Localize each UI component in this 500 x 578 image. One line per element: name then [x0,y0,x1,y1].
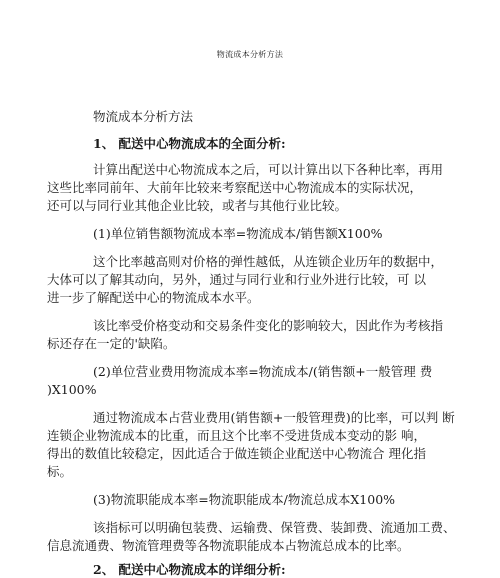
paragraph-line: 计算出配送中心物流成本之后，可以计算出以下各种比率，再用 [93,162,444,177]
paragraph-line: 这些比率同前年、大前年比较来考察配送中心物流成本的实际状况， [47,180,423,195]
paragraph-line: 进一步了解配送中心的物流成本水平。 [47,290,260,305]
paragraph-line: 信息流通费、物流管理费等各物流职能成本占物流总成本的比率。 [47,538,410,553]
formula-3: (3)物流职能成本率=物流职能成本/物流总成本X100% [93,492,396,507]
paragraph-line: 这个比率越高则对价格的弹性越低，从连锁企业历年的数据中， [93,254,444,269]
formula-1: (1)单位销售额物流成本率=物流成本/销售额X100% [93,226,383,241]
paragraph-line: 得出的数值比较稳定，因此适合于做连锁企业配送中心物流合 理化指 [47,446,426,461]
paragraph-line: 连锁企业物流成本的比重，而且这个比率不受进货成本变动的影 响， [47,428,426,443]
paragraph-line: 标。 [47,464,73,479]
page-header: 物流成本分析方法 [216,50,284,59]
paragraph-line: 大体可以了解其动向，另外，通过与同行业和行业外进行比较，可 以 [47,272,426,287]
formula-2-continuation: )X100% [47,382,97,397]
paragraph-line: 该指标可以明确包装费、运输费、保管费、装卸费、流通加工费、 [93,520,456,535]
paragraph-line: 标还存在一定的'缺陷。 [47,336,176,351]
formula-2: (2)单位营业费用物流成本率=物流成本/(销售额+一般管理 费 [93,364,433,379]
section-2-heading: 2、 配送中心物流成本的详细分析: [93,562,286,577]
paragraph-line: 该比率受价格变动和交易条件变化的影响较大，因此作为考核指 [93,318,444,333]
section-1-heading: 1、 配送中心物流成本的全面分析: [93,136,286,151]
paragraph-line: 通过物流成本占营业费用(销售额+一般管理费)的比率，可以判 断 [93,410,455,425]
paragraph-line: 还可以与同行业其他企业比较，或者与其他行业比较。 [47,198,348,213]
document-title: 物流成本分析方法 [93,109,194,124]
